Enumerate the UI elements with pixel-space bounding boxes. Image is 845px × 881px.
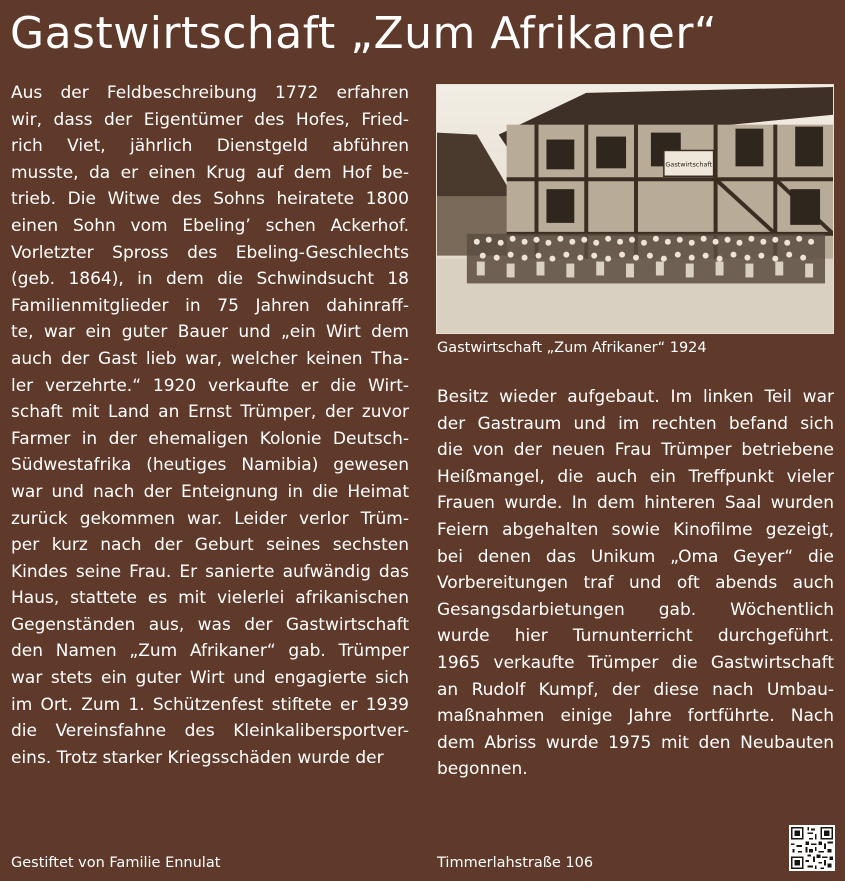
page-title: Gastwirtschaft „Zum Afrikaner“ <box>10 8 718 59</box>
text-line: war stets ein guter Wirt und engagierte sich <box>11 668 409 689</box>
text-line: den Namen „Zum Afrikaner“ gab. Trümper <box>11 641 409 662</box>
photo-sign-text: Gastwirtschaft <box>665 160 713 169</box>
street-address: Timmerlahstraße 106 <box>437 855 594 871</box>
text-line: Kindes seine Frau. Er sanierte aufwändig das <box>11 561 409 582</box>
text-line: Gesangsdarbietungen gab. Wöchentlich <box>437 599 834 620</box>
qr-code-graphic <box>789 825 835 871</box>
text-line: wir, dass der Eigentümer des Hofes, Fried- <box>11 109 409 130</box>
text-line: begonnen. <box>437 759 528 780</box>
text-line: eins. Trotz starker Kriegsschäden wurde der <box>11 747 384 768</box>
photo-caption: Gastwirtschaft „Zum Afrikaner“ 1924 <box>437 340 707 356</box>
text-line: dem Abriss wurde 1975 mit den Neubauten <box>437 732 834 753</box>
text-line: Besitz wieder aufgebaut. Im linken Teil war <box>437 387 834 407</box>
text-line: auch der Gast lieb war, welcher keinen Tha- <box>11 348 409 369</box>
text-line: maßnahmen einige Jahre fortführte. Nach <box>437 706 834 727</box>
photo-illustration <box>437 85 833 333</box>
text-line: Familienmitglieder in 75 Jahren dahinraff- <box>11 295 409 316</box>
text-line: bei denen das Unikum „Oma Geyer“ die <box>437 546 834 567</box>
text-line: (geb. 1864), in dem die Schwindsucht 18 <box>11 269 409 290</box>
text-line: Gegenständen aus, was der Gastwirtschaft <box>11 614 409 635</box>
text-line: im Ort. Zum 1. Schützenfest stiftete er 1939 <box>11 694 409 715</box>
text-line: der Gastraum und im rechten befand sich <box>437 413 834 434</box>
text-line: Haus, stattete es mit vielerlei afrikanischen <box>11 588 409 609</box>
text-line: Feiern abgehalten sowie Kinofilme gezeigt, <box>437 519 834 540</box>
text-line: Südwestafrika (heutiges Namibia) gewesen <box>11 455 409 476</box>
text-line: per kurz nach der Geburt seines sechsten <box>11 535 409 556</box>
text-line: wurde hier Turnunterricht durchgeführt. <box>437 626 834 647</box>
text-line: musste, da er einen Krug auf dem Hof be- <box>11 162 409 183</box>
text-line: Heißmangel, die auch ein Treffpunkt vieler <box>437 466 834 487</box>
text-line: schaft mit Land an Ernst Trümper, der zuvor <box>11 402 409 423</box>
text-line: die Vereinsfahne des Kleinkalibersportver- <box>11 721 409 742</box>
text-line: Vorbereitungen traf und oft abends auch <box>437 573 834 594</box>
qr-code-icon[interactable] <box>789 825 835 871</box>
text-line: Farmer in der ehemaligen Kolonie Deutsch- <box>11 428 409 449</box>
text-line: 1965 verkaufte Trümper die Gastwirtschaft <box>437 652 834 673</box>
historic-photo <box>436 84 834 334</box>
text-line: einen Sohn vom Ebeling’ schen Ackerhof. <box>11 215 409 236</box>
sponsor-credit: Gestiftet von Familie Ennulat <box>11 855 221 871</box>
text-line: Aus der Feldbeschreibung 1772 erfahren <box>11 83 409 103</box>
text-line: ler verzehrte.“ 1920 verkaufte er die Wirt- <box>11 375 409 396</box>
text-line: die von der neuen Frau Trümper betriebene <box>437 440 834 461</box>
text-line: war und nach der Enteignung in die Heimat <box>11 481 409 502</box>
text-line: trieb. Die Witwe des Sohns heiratete 1800 <box>11 189 409 210</box>
text-line: rich Viet, jährlich Dienstgeld abführen <box>11 136 409 157</box>
right-text-column <box>437 384 834 783</box>
text-line: te, war ein guter Bauer und „ein Wirt dem <box>11 322 409 343</box>
text-line: Frauen wurde. In dem hinteren Saal wurden <box>437 493 834 514</box>
text-line: zurück gekommen war. Leider verlor Trüm- <box>11 508 409 529</box>
text-line: Vorletzter Spross des Ebeling-Geschlechts <box>11 242 409 263</box>
left-text-column <box>11 80 409 771</box>
text-line: an Rudolf Kumpf, der diese nach Umbau- <box>437 679 834 700</box>
